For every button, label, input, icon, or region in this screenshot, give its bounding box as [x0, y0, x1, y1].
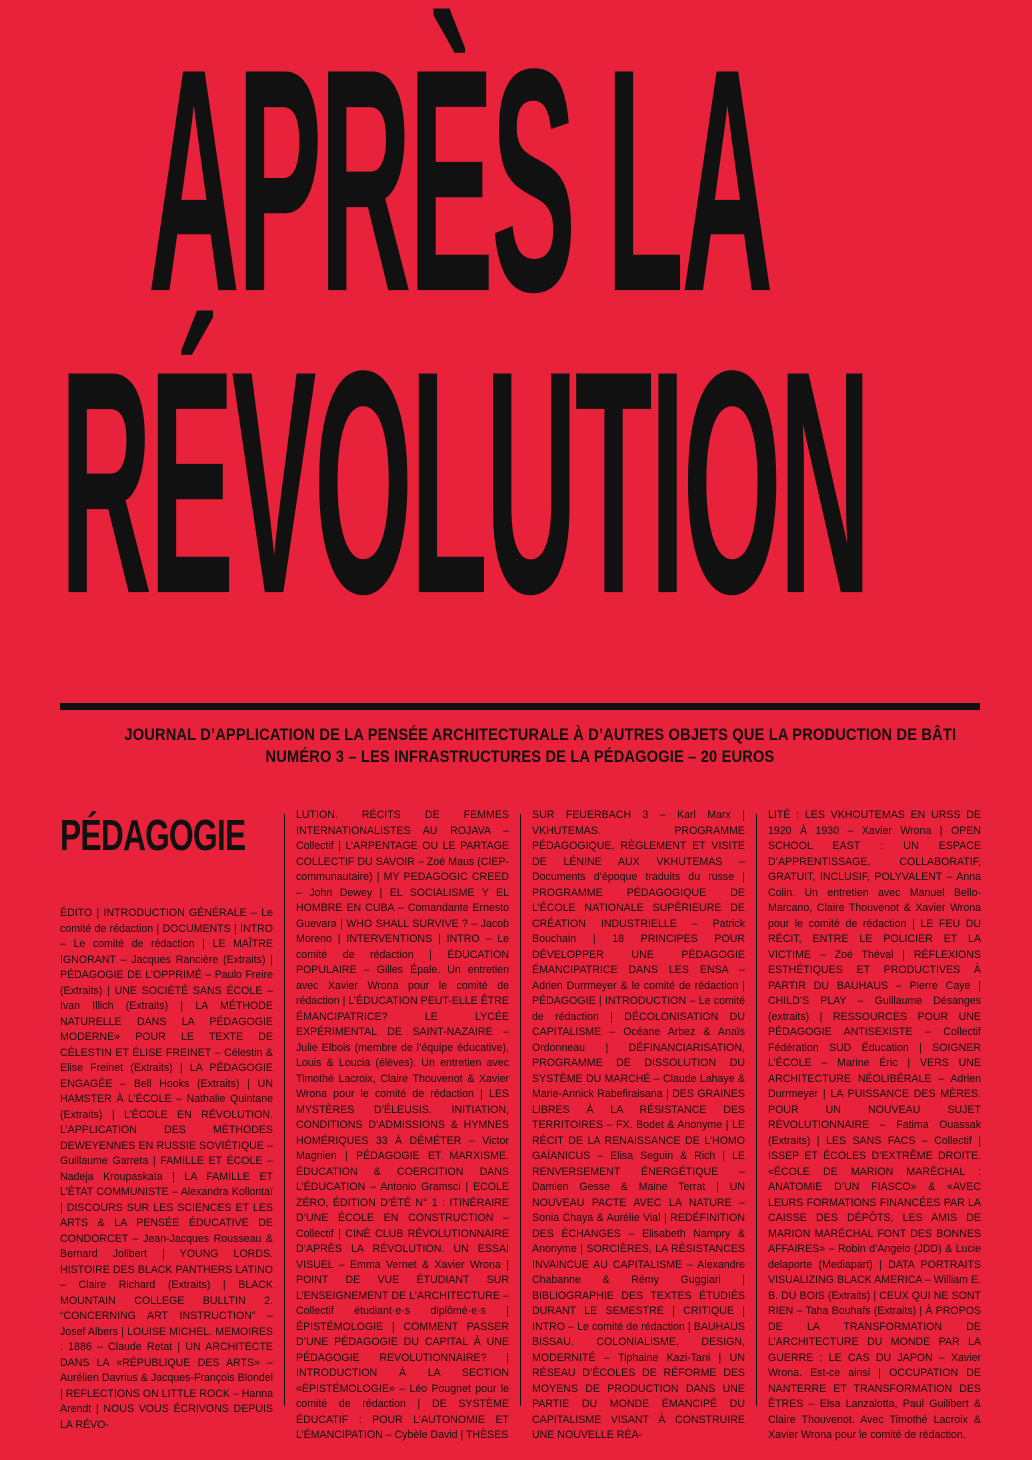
toc-column-4: [768, 808, 981, 1441]
masthead-line-2: RÉVOLUTION: [60, 305, 869, 661]
toc-column-text: LUTION. RÉCITS DE FEMMES INTERNATIONALISTES AU ROJAVA – Collectif | L’ARPENTAGE OU LE PARTAGE COLLECTIF DU SAVOIR – Zoé Maus (CIEP-communautaire) | MY PEDAGOGIC CREED – John Dewey | EL SOCIALISME Y EL HOMBRE EN CUBA – Comandante Ernesto Guevara | WHO SHALL SURVIVE ? – Jacob Moreno | INTERVENTIONS | INTRO – Le comité de rédaction | ÉDUCATION POPULAIRE – Gilles Épale. Un entretien avec Xavier Wrona pour le comité de rédaction | L’ÉDUCATION PEUT-ELLE ÊTRE ÉMANCIPATRICE? LE LYCÉE EXPÉRIMENTAL DE SAINT-NAZAIRE – Julie Elbois (membre de l’équipe éducative), Louis & Loucia (élèves). Un entretien avec Timothé Lacroix, Claire Thouvenot & Xavier Wrona pour le comité de rédaction | LES MYSTÈRES D’ÉLEUSIS. INITIATION, CONDITIONS D’ADMISSIONS & HYMNES HOMÉRIQUES 33 À DÉMÉTER – Victor Magnien | PÉDAGOGIE ET MARXISME. ÉDUCATION & COERCITION DANS L’ÉDUCATION – Antonio Gramsci | ECOLE ZÉRO, ÉDITION D’ÉTÉ N° 1 : ITINÉRAIRE D’UNE ÉCOLE EN CONSTRUCTION – Collectif | CINÉ CLUB RÉVOLUTIONNAIRE D’APRÈS LA RÉVOLUTION. UN ESSAI VISUEL – Emma Vernet & Xavier Wrona | POINT DE VUE ÉTUDIANT SUR L’ENSEIGNEMENT DE L’ARCHITECTURE – Collectif étudiant·e·s diplômé·e·s | ÉPISTÉMOLOGIE | COMMENT PASSER D’UNE PÉDAGOGIE DU CAPITAL À UNE PÉDAGOGIE REVOLUTIONNAIRE? | INTRODUCTION À LA SECTION «ÉPISTÉMOLOGIE» – Léo Pougnet pour le comité de rédaction | DE SYSTÈME ÉDUCATIF : POUR L’AUTONOMIE ET L’ÉMANCIPATION – Cybèle David | THÈSES: [296, 809, 509, 1441]
table-of-contents: [60, 808, 985, 1441]
toc-column-text: LITÉ : LES VKHOUTEMAS EN URSS DE 1920 À 1930 – Xavier Wrona | OPEN SCHOOL EAST : UN ESPACE D’APPRENTISSAGE, COLLABORATIF, GRATUIT, INCLUSIF, POLYVALENT – Anna Colin. Un entretien avec Manuel Bello-Marcano, Claire Thouvenot & Xavier Wrona pour le comité de rédaction | LE FEU DU RÉCIT, ENTRE LE POLICIER ET LA VICTIME – Zoé Théval | RÉFLEXIONS ESTHÉTIQUES ET PRODUCTIVES À PARTIR DU BAUHAUS – Pierre Caye | CHILD’S PLAY – Guillaume Désanges (extraits) | RESSOURCES POUR UNE PÉDAGOGIE ANTISEXISTE – Collectif Fédération SUD Éducation | SOIGNER L’ÉCOLE – Marine Éric | VERS UNE ARCHITECTURE NÉOLIBÉRALE – Adrien Durrmeyer | LA PUISSANCE DES MÈRES. POUR UN NOUVEAU SUJET RÉVOLUTIONNAIRE – Fatima Ouassak (Extraits) | LES SANS FACS – Collectif | ISSEP ET ÉCOLES D’EXTRÊME DROITE. «ÉCOLE DE MARION MARÉCHAL : ANATOMIE D’UN FIASCO» & «AVEC LEURS FORMATIONS FINANCÉES PAR LA CAISSE DES DÉPÔTS, LES AMIS DE MARION MARÉCHAL FONT DES BONNES AFFAIRES» – Robin d’Angelo (JDD) & Lucie delaporte (Mediapart) | DATA PORTRAITS VISUALIZING BLACK AMERICA – William E. B. DU BOIS (Extraits) | CEUX QUI NE SONT RIEN – Taha Bouhafs (Extraits) | À PROPOS DE LA TRANSFORMATION DE L’ARCHITECTURE DU MONDE PAR LA GUERRE : LE CAS DU JAPON – Xavier Wrona. Est-ce ainsi | OCCUPATION DE NANTERRE ET TRANSFORMATION DES ÊTRES – Elsa Lanzalotta, Paul Guilibert & Claire Thouvenot. Avec Timothé Lacroix & Xavier Wrona pour le comité de rédaction.: [768, 809, 981, 1441]
toc-column-text: ÉDITO | INTRODUCTION GÉNÉRALE – Le comité de rédaction | DOCUMENTS | INTRO – Le comité de rédaction | LE MAÎTRE IGNORANT – Jacques Rancière (Extraits) | PÉDAGOGIE DE L’OPPRIMÉ – Paulo Freire (Extraits) | UNE SOCIÉTÉ SANS ÉCOLE – Ivan Illich (Extraits) | LA MÉTHODE NATURELLE DANS LA PÉDAGOGIE MODERNE» POUR LE TEXTE DE CÉLESTIN ET ÉLISE FREINET – Célestin & Elise Freinet (Extraits) | LA PÉDAGOGIE ENGAGÉE – Bell Hooks (Extraits) | UN HAMSTER À L’ÉCOLE – Nathalie Quintane (Extraits) | L’ÉCOLE EN RÉVOLUTION. L’APPLICATION DES MÉTHODES DEWEYENNES EN RUSSIE SOVIÉTIQUE – Guillaume Garreta | FAMILLE ET ÉCOLE – Nadeja Kroupaskaïa | LA FAMILLE ET L’ÉTAT COMMUNISTE – Alexandra Kollontaï | DISCOURS SUR LES SCIENCES ET LES ARTS & LA PENSÉE ÉDUCATIVE DE CONDORCET – Jean-Jacques Rousseau & Bernard Jolibert | YOUNG LORDS. HISTOIRE DES BLACK PANTHERS LATINO – Claire Richard (Extraits) | BLACK MOUNTAIN COLLEGE BULLTIN 2. “CONCERNING ART INSTRUCTION” – Josef Albers | LOUISE MICHEL. MEMOIRES : 1886 – Claude Retat | UN ARCHITECTE DANS LA «RÉPUBLIQUE DES ARTS» – Aurélien Davrius & Jacques-François Blondel | REFLECTIONS ON LITTLE ROCK – Hanna Arendt | NOUS VOUS ÉCRIVONS DEPUIS LA RÉVO-: [60, 907, 273, 1431]
column-divider: [284, 814, 285, 1406]
masthead-rule: [60, 703, 980, 710]
masthead-title: [60, 3, 980, 661]
section-title: PÉDAGOGIE: [60, 811, 246, 860]
toc-column-2: [296, 808, 509, 1441]
subtitle-line-1: JOURNAL D’APPLICATION DE LA PENSÉE ARCHITECTURALE À D’AUTRES OBJETS QUE LA PRODUCTION DE BÂTI: [124, 725, 957, 744]
subtitle-line-2: NUMÉRO 3 – LES INFRASTRUCTURES DE LA PÉDAGOGIE – 20 EUROS: [265, 747, 775, 766]
column-divider: [520, 814, 521, 1406]
toc-column-3: [532, 808, 745, 1441]
toc-column-1: [60, 811, 273, 1431]
column-divider: [756, 814, 757, 1406]
masthead-line-1: APRÈS LA: [148, 3, 771, 359]
journal-subtitle: [60, 724, 980, 768]
toc-column-text: SUR FEUERBACH 3 – Karl Marx | VKHUTEMAS. PROGRAMME PÉDAGOGIQUE, RÈGLEMENT ET VISITE DE LÉNINE AUX VKHUTEMAS – Documents d’époque traduits du russe | PROGRAMME PÉDAGOGIQUE DE L’ÉCOLE NATIONALE SUPÉRIEURE DE CRÉATION INDUSTRIELLE – Patrick Bouchain | 18 PRINCIPES POUR DÉVELOPPER UNE PÉDAGOGIE ÉMANCIPATRICE DANS LES ENSA – Adrien Durrmeyer & le comité de rédaction | PÉDAGOGIE | INTRODUCTION – Le comité de rédaction | DÉCOLONISATION DU CAPITALISME – Océane Arbez & Anaïs Ordonneau | DÉFINANCIARISATION, PROGRAMME DE DISSOLUTION DU SYSTÈME DU MARCHÉ – Claude Lahaye & Marie-Annick Rabefiraisana | DES GRAINES LIBRES À LA RÉSISTANCE DES TERRITOIRES – FX. Bodet & Anonyme | LE RÉCIT DE LA RENAISSANCE DE L’HOMO GAÏANICUS – Elisa Seguin & Rich | LE RENVERSEMENT ÉNERGÉTIQUE – Damien Gesse & Maine Terrat | UN NOUVEAU PACTE AVEC LA NATURE – Sonia Chaya & Aurélie Vial | REDÉFINITION DES ÉCHANGES – Elisabeth Nampry & Anonyme | SORCIÈRES, LA RÉSISTANCES INVAINCUE AU CAPITALISME – Alexandre Chabanne & Rémy Guggiari | BIBLIOGRAPHIE DES TEXTES ÉTUDIÉS DURANT LE SEMESTRE | CRITIQUE | INTRO – Le comité de rédaction | BAUHAUS BISSAU. COLONIALISME, DESIGN, MODERNITÉ – Tiphaine Kazi-Tani | UN RÉSEAU D’ÉCOLES DE RÉFORME DES MOYENS DE PRODUCTION DANS UNE PARTIE DU MONDE ÉMANCIPÉ DU CAPITALISME VISANT À CONSTRUIRE UNE NOUVELLE RÉA-: [532, 809, 745, 1441]
